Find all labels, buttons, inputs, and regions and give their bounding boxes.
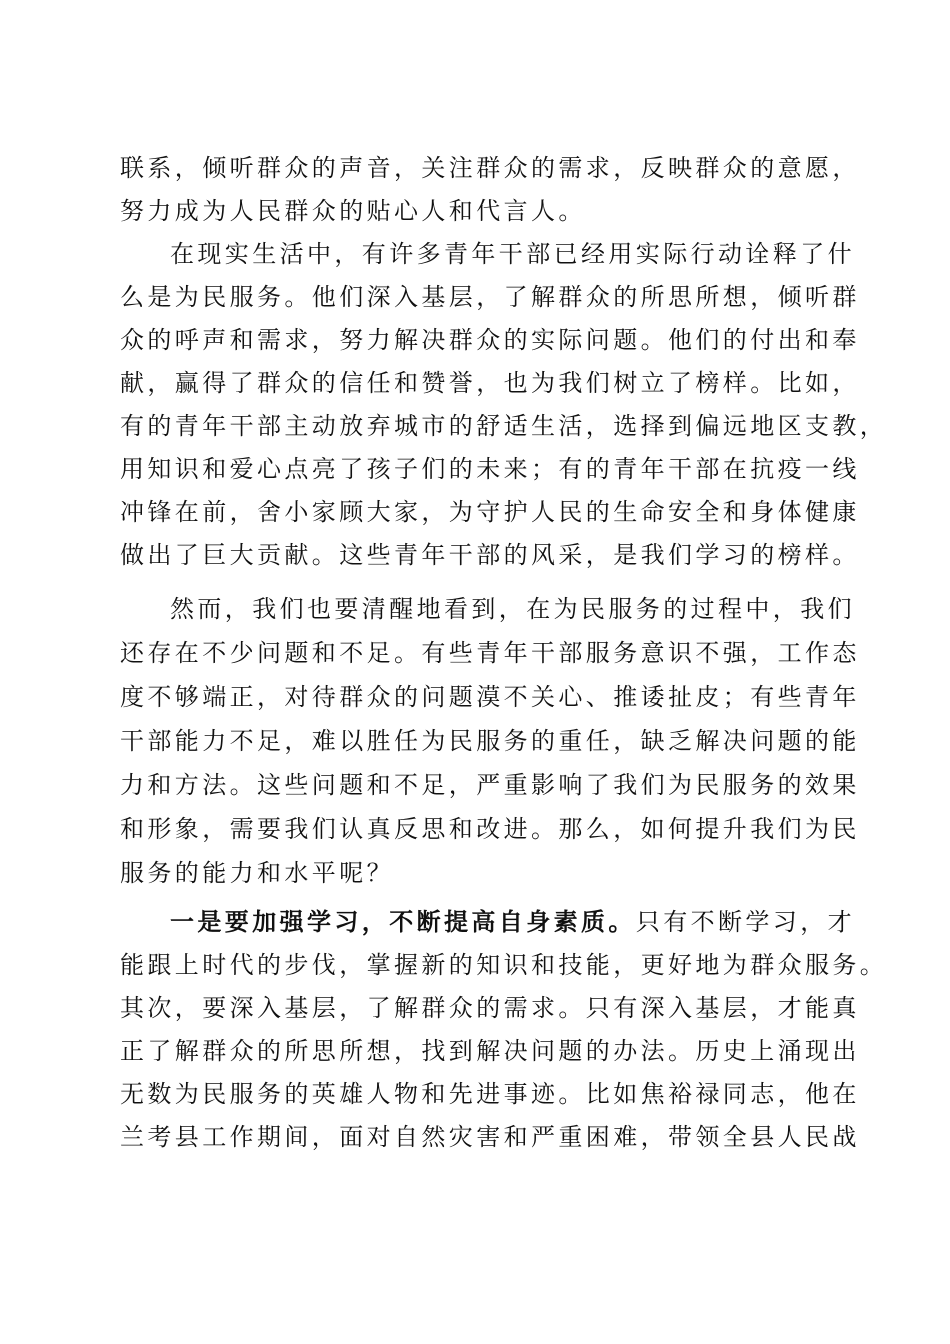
paragraph-3-line-5: 力和方法。这些问题和不足，严重影响了我们为民服务的效果 — [120, 771, 860, 799]
paragraph-4-line-3: 其次，要深入基层，了解群众的需求。只有深入基层，才能真 — [120, 994, 860, 1022]
paragraph-4-bold-lead: 一是要加强学习，不断提高自身素质。 — [170, 907, 636, 936]
paragraph-2-line-5: 有的青年干部主动放弃城市的舒适生活，选择到偏远地区支教， — [120, 412, 888, 440]
paragraph-3-line-4: 干部能力不足，难以胜任为民服务的重任，缺乏解决问题的能 — [120, 727, 860, 755]
paragraph-2-line-3: 众的呼声和需求，努力解决群众的实际问题。他们的付出和奉 — [120, 326, 860, 354]
paragraph-2-line-4: 献，赢得了群众的信任和赞誉，也为我们树立了榜样。比如， — [120, 369, 860, 397]
paragraph-3-line-6: 和形象，需要我们认真反思和改进。那么，如何提升我们为民 — [120, 815, 860, 843]
paragraph-1-line-1: 联系，倾听群众的声音，关注群众的需求，反映群众的意愿， — [120, 154, 860, 182]
paragraph-2-line-7: 冲锋在前，舍小家顾大家，为守护人民的生命安全和身体健康 — [120, 498, 860, 526]
paragraph-4-line-1 — [170, 902, 856, 942]
paragraph-4-line-2: 能跟上时代的步伐，掌握新的知识和技能，更好地为群众服务。 — [120, 951, 888, 979]
paragraph-3-line-3: 度不够端正，对待群众的问题漠不关心、推诿扯皮；有些青年 — [120, 683, 860, 711]
paragraph-2-line-2: 么是为民服务。他们深入基层，了解群众的所思所想，倾听群 — [120, 283, 860, 311]
paragraph-4-line-1-rest: 只有不断学习，才 — [635, 908, 856, 936]
paragraph-4-line-5: 无数为民服务的英雄人物和先进事迹。比如焦裕禄同志，他在 — [120, 1080, 860, 1108]
paragraph-3-line-1: 然而，我们也要清醒地看到，在为民服务的过程中，我们 — [170, 595, 855, 623]
paragraph-2-line-1: 在现实生活中，有许多青年干部已经用实际行动诠释了什 — [170, 240, 855, 268]
paragraph-2-line-6: 用知识和爱心点亮了孩子们的未来；有的青年干部在抗疫一线 — [120, 455, 860, 483]
paragraph-3-line-2: 还存在不少问题和不足。有些青年干部服务意识不强，工作态 — [120, 639, 860, 667]
paragraph-4-line-4: 正了解群众的所思所想，找到解决问题的办法。历史上涌现出 — [120, 1037, 860, 1065]
paragraph-4-line-6: 兰考县工作期间，面对自然灾害和严重困难，带领全县人民战 — [120, 1123, 860, 1151]
paragraph-1-line-2: 努力成为人民群众的贴心人和代言人。 — [120, 197, 586, 225]
paragraph-3-line-7: 服务的能力和水平呢？ — [120, 859, 394, 887]
paragraph-2-line-8: 做出了巨大贡献。这些青年干部的风采，是我们学习的榜样。 — [120, 541, 860, 569]
